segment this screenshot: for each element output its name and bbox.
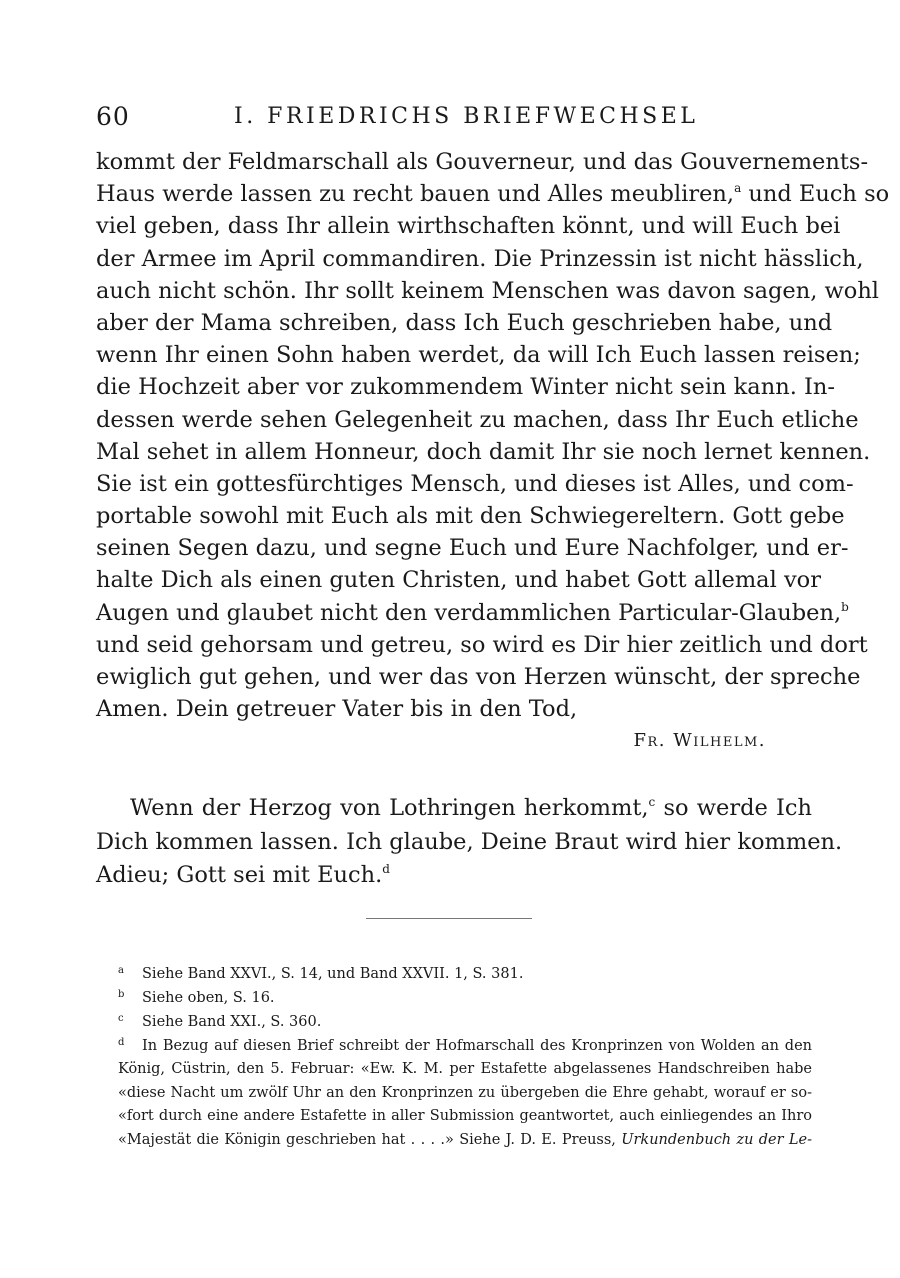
footnote-d — [118, 1034, 812, 1058]
footnote-b — [118, 986, 812, 1010]
footnote-marker: b — [841, 599, 849, 614]
letter-line: Amen. Dein getreuer Vater bis in den Tod, — [96, 696, 578, 723]
page-header — [96, 102, 816, 138]
postscript — [96, 792, 843, 893]
footnote-marker: a — [734, 181, 742, 196]
letter-line: seinen Segen dazu, und segne Euch und Eure Nachfolger, und er- — [96, 535, 849, 562]
letter-line: dessen werde sehen Gelegenheit zu machen, dass Ihr Euch etliche — [96, 406, 859, 433]
footnote-text: Siehe oben, S. 16. — [142, 990, 275, 1006]
letter-line: die Hochzeit aber vor zukommendem Winter nicht sein kann. In- — [96, 374, 835, 401]
signature: Fr. Wilhelm. — [633, 730, 766, 751]
footnote-line: König, Cüstrin, den 5. Februar: «Ew. K. M. per Estafette abgelassenes Handschreiben habe — [118, 1061, 812, 1077]
footnote-line: «fort durch eine andere Estafette in aller Submission geantwortet, auch einliegendes an Ihro — [118, 1108, 812, 1124]
letter-line: portable sowohl mit Euch als mit den Schwiegereltern. Gott gebe — [96, 503, 845, 530]
postscript-line: Dich kommen lassen. Ich glaube, Deine Braut wird hier kommen. — [96, 828, 843, 855]
footnote-label: c — [118, 1013, 124, 1024]
letter-line: viel geben, dass Ihr allein wirthschaften könnt, und will Euch bei — [96, 213, 841, 240]
letter-body — [96, 146, 890, 725]
footnote-label: a — [118, 965, 124, 976]
footnote-text: In Bezug auf diesen Brief schreibt der Hofmarschall des Kronprinzen von Wolden an den — [142, 1038, 812, 1054]
footnote-marker: c — [648, 795, 656, 809]
footnote-divider — [366, 918, 532, 919]
letter-line: auch nicht schön. Ihr sollt keinem Menschen was davon sagen, wohl — [96, 277, 880, 304]
letter-line: Mal sehet in allem Honneur, doch damit Ihr sie noch lernet kennen. — [96, 438, 871, 465]
letter-line: und seid gehorsam und getreu, so wird es Dir hier zeitlich und dort — [96, 631, 868, 658]
postscript-line: Wenn der Herzog von Lothringen herkommt,$^c$ so werde Ich — [130, 795, 812, 821]
postscript-line: Adieu; Gott sei mit Euch.$^d$ — [96, 862, 390, 888]
page-number: 60 — [96, 102, 130, 131]
footnote-label: d — [118, 1037, 125, 1048]
letter-line: kommt der Feldmarschall als Gouverneur, und das Gouvernements- — [96, 149, 869, 175]
letter-line: der Armee im April commandiren. Die Prinzessin ist nicht hässlich, — [96, 245, 864, 272]
running-title: I. FRIEDRICHS BRIEFWECHSEL — [234, 104, 699, 129]
footnotes — [118, 962, 812, 1152]
letter-line: aber der Mama schreiben, dass Ich Euch geschrieben habe, und — [96, 309, 833, 336]
letter-line: Haus werde lassen zu recht bauen und Alles meubliren,$^a$ und Euch so — [96, 181, 890, 208]
letter-line: wenn Ihr einen Sohn haben werdet, da will Ich Euch lassen reisen; — [96, 342, 861, 369]
footnote-text: Siehe Band XXVI., S. 14, und Band XXVII. 1, S. 381. — [142, 966, 524, 982]
letter-line: halte Dich als einen guten Christen, und habet Gott allemal vor — [96, 567, 821, 594]
book-title: Urkundenbuch zu der Le- — [621, 1131, 813, 1148]
footnote-marker: d — [382, 862, 390, 876]
letter-line: ewiglich gut gehen, und wer das von Herzen wünscht, der spreche — [96, 664, 861, 690]
footnote-label: b — [118, 989, 125, 1000]
footnote-line: «diese Nacht um zwölf Uhr an den Kronprinzen zu übergeben die Ehre gehabt, worauf er so- — [118, 1084, 812, 1101]
footnote-a — [118, 962, 812, 986]
footnote-text: Siehe Band XXI., S. 360. — [142, 1014, 322, 1030]
letter-line: Augen und glaubet nicht den verdammlichen Particular-Glauben,$^b$ — [96, 599, 849, 626]
footnote-c — [118, 1010, 812, 1034]
letter-line: Sie ist ein gottesfürchtiges Mensch, und dieses ist Alles, und com- — [96, 470, 854, 497]
footnote-line: «Majestät die Königin geschrieben hat . . . .» Siehe J. D. E. Preuss, Urkundenbuch zu der Le- — [118, 1131, 813, 1148]
